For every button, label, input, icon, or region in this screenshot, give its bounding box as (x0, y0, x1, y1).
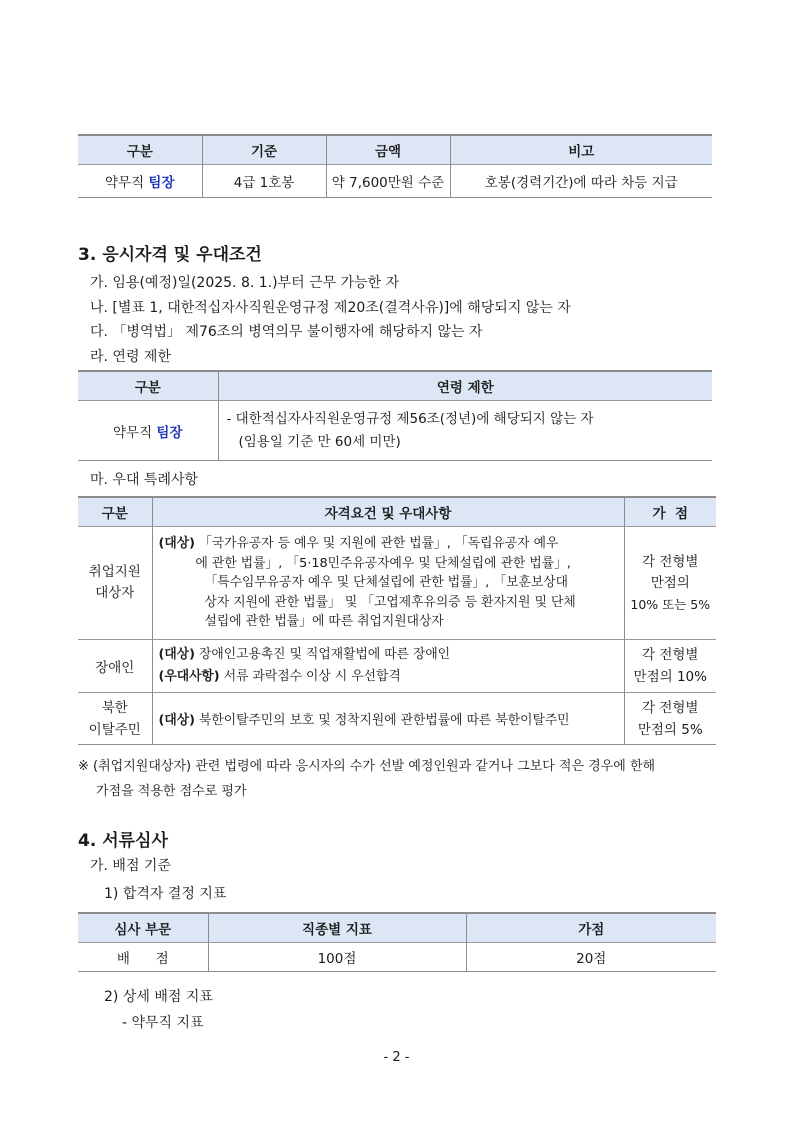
pref-req-line4: 상자 지원에 관한 법률」 및 「고엽제후유의증 등 환자지원 및 단체 (204, 594, 576, 610)
cell-grade: 4급 1호봉 (202, 165, 326, 198)
pref-bonus-disabled-line1: 각 전형별 (642, 647, 699, 663)
score-header-section: 심사 부문 (78, 913, 208, 943)
preference-table (78, 496, 716, 745)
pref-req-disabled-line1: 장애인고용촉진 및 직업재활법에 따른 장애인 (199, 647, 451, 662)
pref-bonus-disabled (624, 640, 716, 693)
pref-bonus-disabled-line2: 만점의 10% (633, 669, 707, 685)
pref-tag-preference: (우대사항) (158, 669, 220, 684)
section4-item-2: 2) 상세 배점 지표 (104, 989, 213, 1005)
pref-row-disabled (78, 640, 716, 693)
header-remarks: 비고 (450, 135, 712, 165)
pref-bonus-line1: 각 전형별 (642, 553, 699, 570)
pref-req-line1: 「국가유공자 등 예우 및 지원에 관한 법률」, 「독립유공자 예우 (199, 536, 559, 552)
pref-req-defector-text: 북한이탈주민의 보호 및 정착지원에 관한법률에 따른 북한이탈주민 (199, 713, 570, 728)
age-limit-line2: (임용일 기준 만 60세 미만) (238, 433, 401, 450)
section4-title: 4. 서류심사 (78, 831, 168, 851)
score-header-index: 직종별 지표 (208, 913, 466, 943)
pref-category-employment (78, 527, 152, 640)
section4-item-1: 1) 합격자 결정 지표 (104, 886, 227, 902)
score-cell-index: 100점 (208, 943, 466, 972)
pref-req-employment (152, 527, 624, 640)
qualification-item-b: 나. [별표 1, 대한적십자사직원운영규정 제20조(결격사유)]에 해당되지 않는 자 (90, 300, 571, 316)
pref-req-line2: 에 관한 법률」, 「5·18민주유공자예우 및 단체설립에 관한 법률」, (195, 555, 571, 571)
pref-defector-line1: 북한 (101, 699, 128, 716)
score-cell-bonus: 20점 (466, 943, 716, 972)
score-cell-label: 배 점 (78, 943, 208, 972)
cell-note: 호봉(경력기간)에 따라 차등 지급 (450, 165, 712, 198)
pref-req-line3: 「특수임무유공자 예우 및 단체설립에 관한 법률」, 「보훈보상대 (204, 575, 569, 591)
age-cell-limit (218, 401, 712, 461)
qualification-item-a: 가. 임용(예정)일(2025. 8. 1.)부터 근무 가능한 자 (90, 275, 400, 291)
score-table (78, 912, 716, 972)
page-number: - 2 - (383, 1050, 410, 1065)
note-line1: ※ (취업지원대상자) 관련 법령에 따라 응시자의 수가 선발 예정인원과 같거나 그보다 적은 경우에 한해 (78, 759, 656, 774)
section4-item-a: 가. 배점 기준 (90, 858, 171, 874)
pref-row-employment (78, 527, 716, 640)
score-header-bonus: 가점 (466, 913, 716, 943)
pref-bonus-defector-line2: 만점의 5% (637, 721, 703, 738)
header-category: 구분 (78, 135, 202, 165)
header-amount: 금액 (326, 135, 450, 165)
position-text: 약무직 (104, 175, 145, 191)
pref-req-defector (152, 693, 624, 745)
pref-row-defector (78, 693, 716, 745)
pref-bonus-employment (624, 527, 716, 640)
pref-req-disabled (152, 640, 624, 693)
pref-bonus-defector (624, 693, 716, 745)
age-position-text: 약무직 (112, 424, 153, 441)
pref-category-line2: 대상자 (95, 585, 135, 601)
pref-bonus-line3: 10% 또는 5% (630, 596, 711, 612)
age-header-category: 구분 (78, 371, 218, 401)
pref-header-category: 구분 (78, 497, 152, 527)
pref-bonus-defector-line1: 각 전형별 (642, 699, 699, 716)
header-criteria: 기준 (202, 135, 326, 165)
note-line2: 가점을 적용한 점수로 평가 (96, 784, 247, 799)
age-cell-position (78, 401, 218, 461)
position-highlight: 팀장 (148, 175, 175, 191)
section4-item-dash: - 약무직 지표 (122, 1015, 204, 1031)
pref-category-defector (78, 693, 152, 745)
pref-category-disabled: 장애인 (78, 640, 152, 693)
pref-defector-line2: 이탈주민 (88, 721, 141, 738)
qualification-item-d: 라. 연령 제한 (90, 349, 171, 365)
pref-header-requirements: 자격요건 및 우대사항 (152, 497, 624, 527)
pref-req-disabled-line2: 서류 과락점수 이상 시 우선합격 (223, 669, 401, 684)
pref-category-line1: 취업지원 (88, 564, 141, 580)
age-limit-table (78, 370, 712, 461)
pref-req-line5: 설립에 관한 법률」에 따른 취업지원대상자 (204, 614, 444, 630)
pref-header-bonus: 가 점 (624, 497, 716, 527)
salary-table (78, 134, 712, 198)
age-limit-line1: - 대한적십자사직원운영규정 제56조(정년)에 해당되지 않는 자 (226, 410, 594, 427)
cell-amount: 약 7,600만원 수준 (326, 165, 450, 198)
qualification-item-c: 다. 「병역법」 제76조의 병역의무 불이행자에 해당하지 않는 자 (90, 324, 483, 340)
pref-tag-defector: (대상) (158, 713, 195, 728)
cell-position (78, 165, 202, 198)
preference-title: 마. 우대 특례사항 (90, 472, 199, 488)
pref-tag-target: (대상) (158, 647, 195, 662)
pref-bonus-line2: 만점의 (650, 574, 690, 591)
section3-title: 3. 응시자격 및 우대조건 (78, 245, 262, 265)
age-position-highlight: 팀장 (156, 424, 183, 441)
pref-tag: (대상) (158, 536, 195, 552)
age-header-limit: 연령 제한 (218, 371, 712, 401)
